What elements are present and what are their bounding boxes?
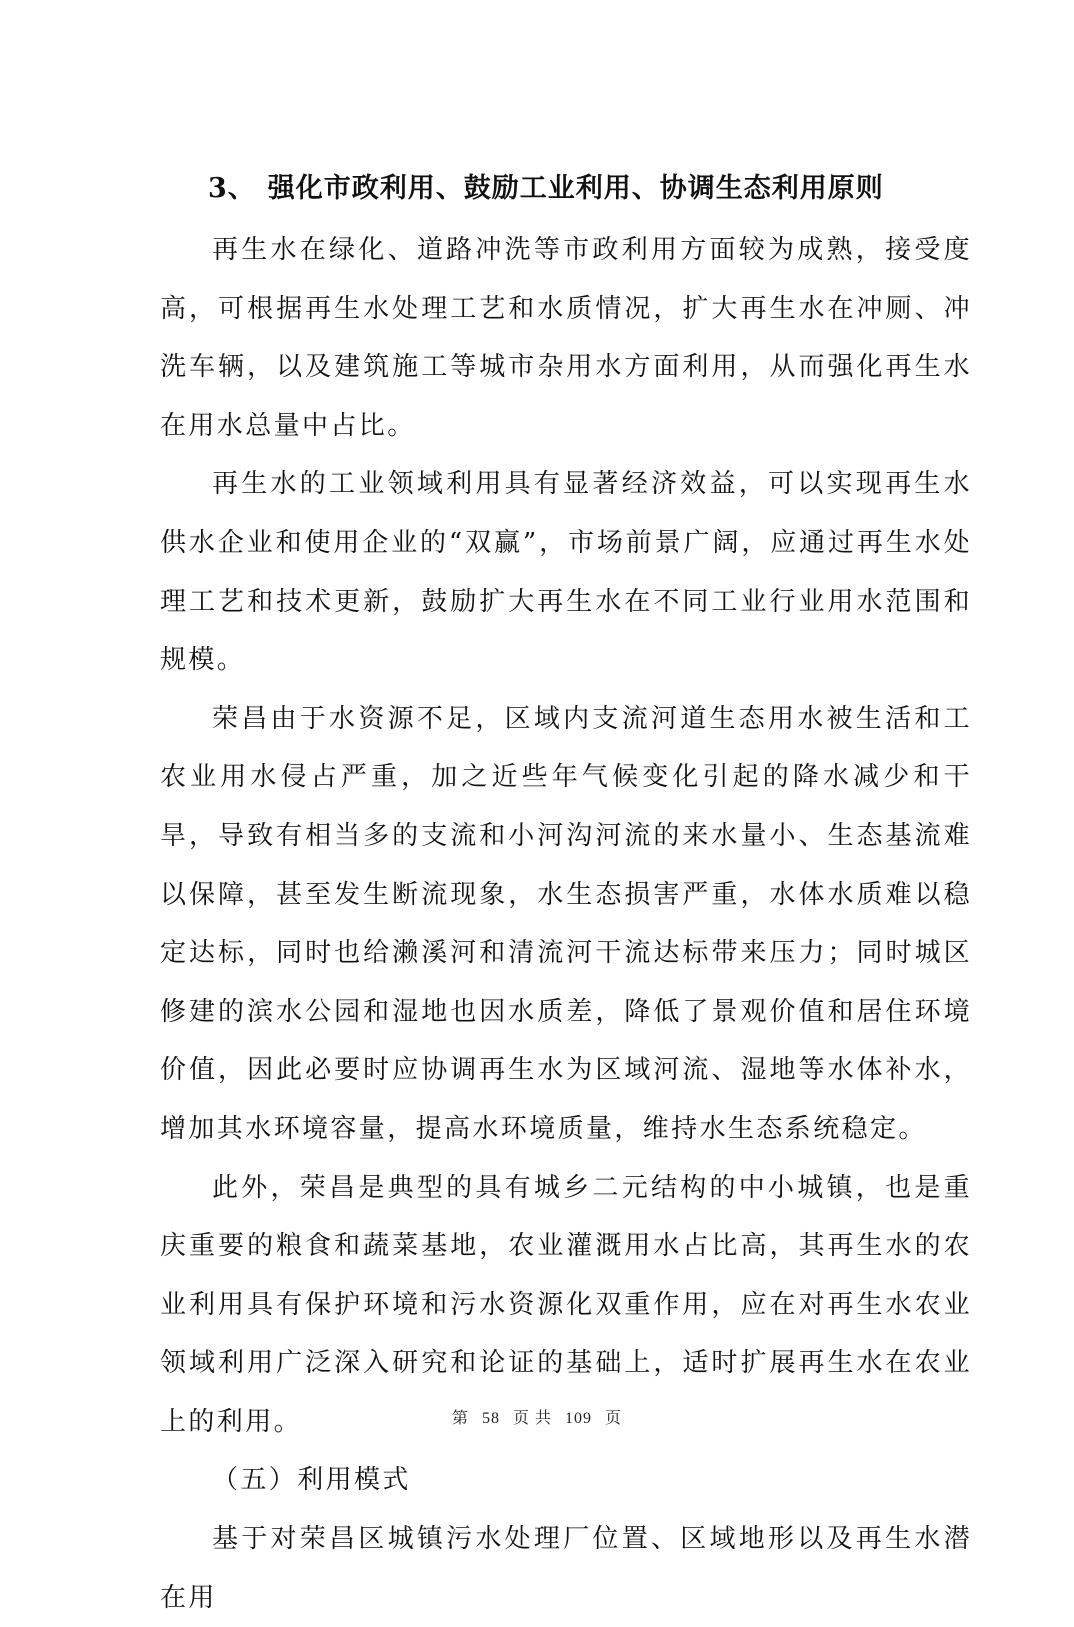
footer-page-number: 58 <box>481 1410 500 1427</box>
section-title: 强化市政利用、鼓励工业利用、协调生态利用原则 <box>267 173 884 204</box>
section-number: 3、 <box>208 173 256 204</box>
paragraph-municipal: 再生水在绿化、道路冲洗等市政利用方面较为成熟，接受度高，可根据再生水处理工艺和水质情况，扩大再生水在冲厕、冲洗车辆，以及建筑施工等城市杂用水方面利用，从而强化再生水在用水总量中占比。 <box>160 235 972 441</box>
paragraph-agricultural: 此外，荣昌是典型的具有城乡二元结构的中小城镇，也是重庆重要的粮食和蔬菜基地，农业灌溉用水占比高，其再生水的农业利用具有保护环境和污水资源化双重作用，应在对再生水农业领域利用广泛深入研究和论证的基础上，适时扩展再生水在农业上的利用。 <box>160 1172 972 1437</box>
paragraph-usage-mode: 基于对荣昌区城镇污水处理厂位置、区域地形以及再生水潜在用 <box>160 1524 972 1613</box>
footer-middle: 页 共 <box>512 1410 552 1427</box>
page-footer <box>0 1405 1074 1428</box>
footer-suffix: 页 <box>605 1410 623 1427</box>
footer-total-pages: 109 <box>565 1410 592 1427</box>
paragraph-ecological: 荣昌由于水资源不足，区域内支流河道生态用水被生活和工农业用水侵占严重，加之近些年气候变化引起的降水减少和干旱，导致有相当多的支流和小河沟河流的来水量小、生态基流难以保障，甚至发生断流现象，水生态损害严重，水体水质难以稳定达标，同时也给濑溪河和清流河干流达标带来压力；同时城区修建的滨水公园和湿地也因水质差，降低了景观价值和居住环境价值，因此必要时应协调再生水为区域河流、湿地等水体补水，增加其水环境容量，提高水环境质量，维持水生态系统稳定。 <box>160 703 972 1144</box>
section-heading <box>160 165 972 213</box>
footer-prefix: 第 <box>451 1410 469 1427</box>
subsection-heading: （五）利用模式 <box>212 1465 411 1496</box>
paragraph-industrial: 再生水的工业领域利用具有显著经济效益，可以实现再生水供水企业和使用企业的“双赢”，市场前景广阔，应通过再生水处理工艺和技术更新，鼓励扩大再生水在不同工业行业用水范围和规模。 <box>160 469 972 676</box>
